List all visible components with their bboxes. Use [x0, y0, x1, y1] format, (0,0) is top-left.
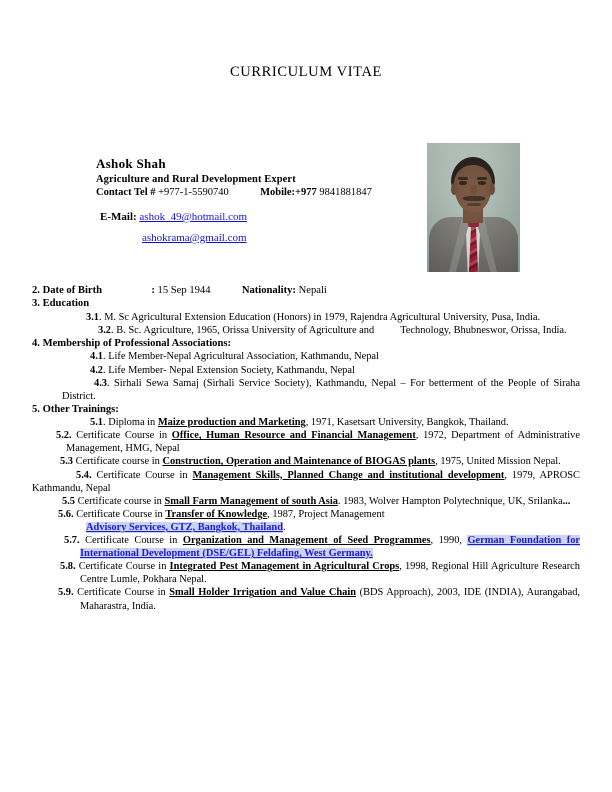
education-item-3-2-text: . B. Sc. Agriculture, 1965, Orissa University of Agriculture and — [111, 324, 375, 336]
training-item-5-4-pre: Certificate Course in — [91, 469, 193, 481]
contact-line — [96, 187, 372, 198]
education-item-3-2 — [32, 324, 580, 337]
training-item-5-1-number: 5.1 — [90, 417, 103, 429]
training-item-5-7-blue: German Foundation for International Development (DSE/GEL) Feldafing, West Germany. — [80, 535, 580, 560]
contact-mobile-label: Mobile:+977 — [260, 187, 317, 198]
training-item-5-3-bold: Construction, Operation and Maintenance of BIOGAS plants — [162, 456, 436, 468]
training-item-5-5-post-bold: ... — [562, 495, 571, 507]
training-item-5-2 — [32, 429, 580, 455]
contact-tel-label: Contact Tel # — [96, 187, 156, 198]
training-item-5-3-post: , 1975, United Mission Nepal. — [435, 456, 561, 468]
training-item-5-6-bold: Transfer of Knowledge — [165, 508, 268, 520]
candidate-name: Ashok Shah — [96, 156, 166, 171]
training-item-5-4 — [32, 469, 580, 495]
training-item-5-6-pre: Certificate Course in — [73, 508, 166, 520]
email-row-secondary — [142, 232, 247, 244]
training-item-5-1-bold: Maize production and Marketing — [157, 417, 306, 429]
email-label: E-Mail: — [100, 211, 137, 223]
section-education-heading: 3. Education — [32, 298, 90, 310]
training-item-5-6-blue: Advisory Services, GTZ, Bangkok, Thailand — [86, 521, 283, 533]
training-item-5-1-pre: . Diploma in — [103, 417, 158, 429]
membership-item-4-2-text: . Life Member- Nepal Extension Society, Kathmandu, Nepal — [103, 364, 355, 376]
training-item-5-7-post: , 1990, — [430, 535, 468, 547]
email-link-gmail[interactable]: ashokrama@gmail.com — [142, 232, 247, 244]
training-item-5-9-pre: Certificate Course in — [73, 587, 170, 599]
candidate-subtitle: Agriculture and Rural Development Expert — [96, 174, 296, 185]
membership-item-4-2-number: 4.2 — [90, 364, 103, 376]
training-item-5-5-bold: Small Farm Management of south Asia — [164, 495, 338, 507]
training-item-5-6-post: , 1987, Project Management — [267, 508, 385, 520]
membership-item-4-2 — [32, 364, 580, 377]
dob-heading: 2. Date of Birth — [32, 285, 103, 296]
membership-item-4-3 — [32, 377, 580, 403]
training-item-5-7-bold: Organization and Management of Seed Programmes — [182, 535, 431, 547]
training-item-5-4-post: , 1979, APROSC Kathmandu, Nepal — [32, 469, 580, 494]
membership-item-4-3-number: 4.3 — [94, 377, 107, 389]
training-item-5-1 — [32, 416, 580, 429]
membership-item-4-1-number: 4.1 — [90, 351, 103, 363]
contact-tel-value: +977-1-5590740 — [158, 187, 229, 198]
training-item-5-4-bold: Management Skills, Planned Change and institutional development — [192, 469, 505, 481]
cv-body — [32, 284, 580, 613]
training-item-5-4-number: 5.4. — [76, 469, 92, 481]
training-item-5-9 — [32, 586, 580, 612]
training-item-5-3-pre: Certificate course in — [73, 456, 163, 468]
training-item-5-8-pre: Certificate Course in — [75, 561, 170, 573]
membership-item-4-1 — [32, 350, 580, 363]
training-item-5-9-bold: Small Holder Irrigation and Value Chain — [169, 587, 357, 599]
training-item-5-3 — [32, 455, 580, 468]
training-item-5-5 — [32, 495, 580, 508]
training-item-5-9-post: (BDS Approach), 2003, IDE (INDIA), Aurangabad, Maharastra, India. — [80, 587, 581, 612]
training-item-5-2-bold: Office, Human Resource and Financial Management — [171, 430, 416, 442]
training-item-5-8-number: 5.8. — [60, 561, 76, 573]
education-item-3-1-number: 3.1 — [86, 311, 99, 323]
training-item-5-5-number: 5.5 — [62, 495, 75, 507]
training-item-5-5-pre: Certificate course in — [75, 495, 165, 507]
portrait-photo — [427, 143, 520, 272]
contact-mobile-value: 9841881847 — [319, 187, 372, 198]
dob-colon: : — [151, 285, 155, 296]
membership-item-4-1-text: . Life Member-Nepal Agricultural Association, Kathmandu, Nepal — [103, 351, 379, 363]
email-link-hotmail[interactable]: ashok_49@hotmail.com — [139, 211, 248, 223]
training-item-5-6-tail: . — [283, 521, 286, 533]
education-item-3-1 — [32, 311, 580, 324]
section-date-of-birth — [32, 284, 580, 297]
training-item-5-8-post: , 1998, Regional Hill Agriculture Research Centre Lumle, Pokhara Nepal. — [80, 561, 580, 586]
portrait-photo-inner — [427, 143, 520, 272]
training-item-5-2-number: 5.2. — [56, 430, 72, 442]
section-membership-heading: 4. Membership of Professional Associations: — [32, 338, 232, 349]
training-item-5-5-post: . 1983, Wolver Hampton Polytechnique, UK, Srilanka — [337, 495, 563, 507]
education-item-3-1-text: . M. Sc Agricultural Extension Education (Honors) in 1979, Rajendra Agricultural University, Pusa, India. — [99, 311, 541, 323]
section-trainings-heading: 5. Other Trainings: — [32, 403, 119, 415]
dob-value: 15 Sep 1944 — [157, 285, 211, 296]
page-title: CURRICULUM VITAE — [230, 64, 382, 80]
photo-vignette — [427, 143, 520, 272]
nationality-value: Nepali — [298, 285, 327, 296]
nationality-label: Nationality: — [241, 285, 296, 296]
training-item-5-8-bold: Integrated Pest Management in Agricultural Crops — [169, 561, 400, 573]
training-item-5-9-number: 5.9. — [58, 587, 74, 599]
training-item-5-2-post: , 1972, Department of Administrative Management, HMG, Nepal — [66, 430, 580, 455]
training-item-5-6-number: 5.6. — [58, 508, 74, 520]
training-item-5-7-number: 5.7. — [64, 535, 80, 547]
training-item-5-6 — [32, 508, 580, 534]
education-item-3-2-text-cont: Technology, Bhubneswor, Orissa, India. — [400, 324, 567, 336]
training-item-5-7 — [32, 534, 580, 560]
membership-item-4-3-text: . Sirhali Sewa Samaj (Sirhali Service Society), Kathmandu, Nepal – For betterment of the People of Siraha District. — [62, 377, 580, 402]
email-row-primary — [100, 211, 247, 223]
training-item-5-8 — [32, 560, 580, 586]
training-item-5-7-pre: Certificate Course in — [79, 535, 183, 547]
training-item-5-3-number: 5.3 — [60, 456, 73, 468]
training-item-5-2-pre: Certificate Course in — [71, 430, 172, 442]
training-item-5-1-post: , 1971, Kasetsart University, Bangkok, Thailand. — [305, 417, 509, 429]
education-item-3-2-number: 3.2 — [98, 324, 111, 336]
